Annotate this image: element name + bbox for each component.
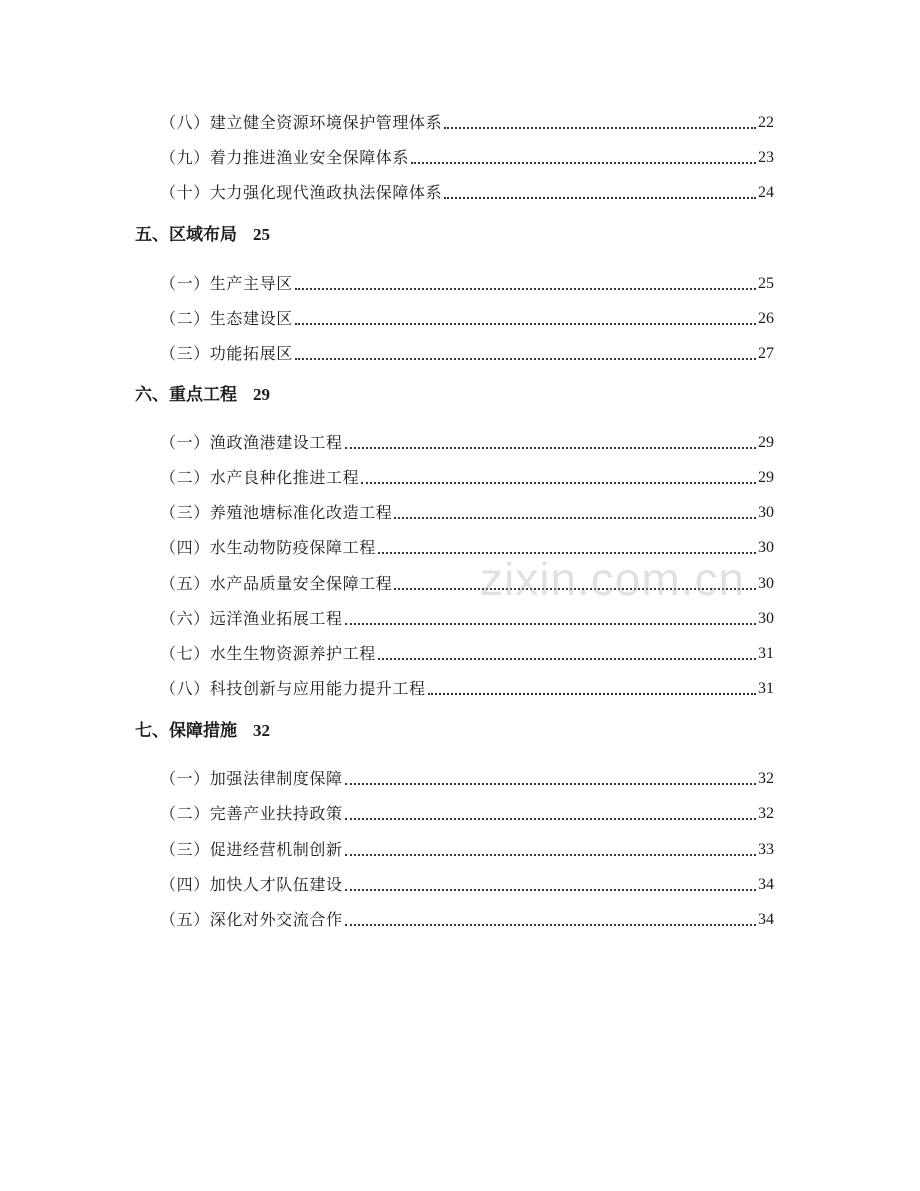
toc-entry[interactable]	[160, 144, 774, 168]
toc-entry-label: （七）水生生物资源养护工程	[160, 644, 376, 663]
toc-entry[interactable]	[160, 906, 774, 930]
toc-section-heading[interactable]	[135, 718, 270, 744]
toc-entry[interactable]	[160, 499, 774, 523]
section-page: 29	[253, 385, 270, 404]
toc-entry-page: 29	[758, 434, 774, 451]
toc-leader-dots	[345, 623, 756, 625]
section-page: 32	[253, 721, 270, 740]
toc-leader-dots	[444, 197, 756, 199]
toc-entry-page: 34	[758, 911, 774, 928]
toc-entry-label: （一）生产主导区	[160, 274, 293, 293]
toc-entry-page: 34	[758, 876, 774, 893]
section-page: 25	[253, 225, 270, 244]
toc-entry-page: 31	[758, 680, 774, 697]
toc-entry-page: 30	[758, 575, 774, 592]
toc-leader-dots	[295, 323, 756, 325]
toc-entry[interactable]	[160, 871, 774, 895]
toc-entry-label: （三）促进经营机制创新	[160, 840, 343, 859]
toc-entry-page: 32	[758, 770, 774, 787]
toc-leader-dots	[345, 783, 756, 785]
toc-section-heading[interactable]	[135, 222, 270, 248]
toc-leader-dots	[345, 854, 756, 856]
toc-entry-page: 31	[758, 645, 774, 662]
section-title: 五、区域布局	[135, 225, 237, 245]
toc-entry-label: （三）养殖池塘标准化改造工程	[160, 503, 393, 522]
toc-entry-label: （八）建立健全资源环境保护管理体系	[160, 113, 443, 132]
toc-entry-label: （二）完善产业扶持政策	[160, 804, 343, 823]
toc-entry[interactable]	[160, 836, 774, 860]
toc-entry[interactable]	[160, 305, 774, 329]
toc-entry-page: 24	[758, 184, 774, 201]
toc-entry-label: （一）加强法律制度保障	[160, 769, 343, 788]
watermark: zixin.com.cn	[480, 553, 746, 605]
toc-entry-label: （二）生态建设区	[160, 309, 293, 328]
toc-entry[interactable]	[160, 605, 774, 629]
toc-entry-page: 32	[758, 805, 774, 822]
toc-entry[interactable]	[160, 765, 774, 789]
toc-entry-label: （二）水产良种化推进工程	[160, 468, 360, 487]
toc-entry-page: 25	[758, 275, 774, 292]
section-title: 六、重点工程	[135, 385, 237, 405]
toc-entry[interactable]	[160, 109, 774, 133]
toc-entry-page: 27	[758, 345, 774, 362]
toc-entry[interactable]	[160, 675, 774, 699]
toc-entry-label: （十）大力强化现代渔政执法保障体系	[160, 183, 443, 202]
toc-entry-page: 26	[758, 310, 774, 327]
toc-entry-label: （四）加快人才队伍建设	[160, 875, 343, 894]
toc-leader-dots	[345, 889, 756, 891]
toc-entry[interactable]	[160, 270, 774, 294]
toc-leader-dots	[345, 447, 756, 449]
toc-entry[interactable]	[160, 179, 774, 203]
toc-entry-label: （三）功能拓展区	[160, 344, 293, 363]
toc-leader-dots	[444, 127, 756, 129]
toc-leader-dots	[361, 482, 756, 484]
toc-leader-dots	[428, 693, 756, 695]
toc-leader-dots	[378, 658, 756, 660]
toc-entry-page: 30	[758, 539, 774, 556]
toc-section-heading[interactable]	[135, 382, 270, 408]
toc-leader-dots	[345, 924, 756, 926]
toc-entry-page: 30	[758, 504, 774, 521]
toc-entry[interactable]	[160, 429, 774, 453]
toc-entry[interactable]	[160, 800, 774, 824]
toc-entry-label: （九）着力推进渔业安全保障体系	[160, 148, 410, 167]
toc-entry-label: （五）水产品质量安全保障工程	[160, 574, 393, 593]
toc-leader-dots	[295, 358, 756, 360]
toc-leader-dots	[345, 818, 756, 820]
toc-entry-page: 33	[758, 841, 774, 858]
section-title: 七、保障措施	[135, 721, 237, 741]
toc-entry-label: （八）科技创新与应用能力提升工程	[160, 679, 426, 698]
toc-entry-label: （一）渔政渔港建设工程	[160, 433, 343, 452]
toc-entry[interactable]	[160, 340, 774, 364]
toc-leader-dots	[394, 517, 756, 519]
toc-entry-page: 30	[758, 610, 774, 627]
toc-entry-page: 22	[758, 114, 774, 131]
toc-entry-label: （六）远洋渔业拓展工程	[160, 609, 343, 628]
toc-entry-label: （四）水生动物防疫保障工程	[160, 538, 376, 557]
toc-entry-label: （五）深化对外交流合作	[160, 910, 343, 929]
toc-entry[interactable]	[160, 640, 774, 664]
toc-leader-dots	[411, 162, 756, 164]
toc-leader-dots	[295, 288, 756, 290]
toc-entry-page: 23	[758, 149, 774, 166]
toc-entry[interactable]	[160, 464, 774, 488]
toc-entry-page: 29	[758, 469, 774, 486]
